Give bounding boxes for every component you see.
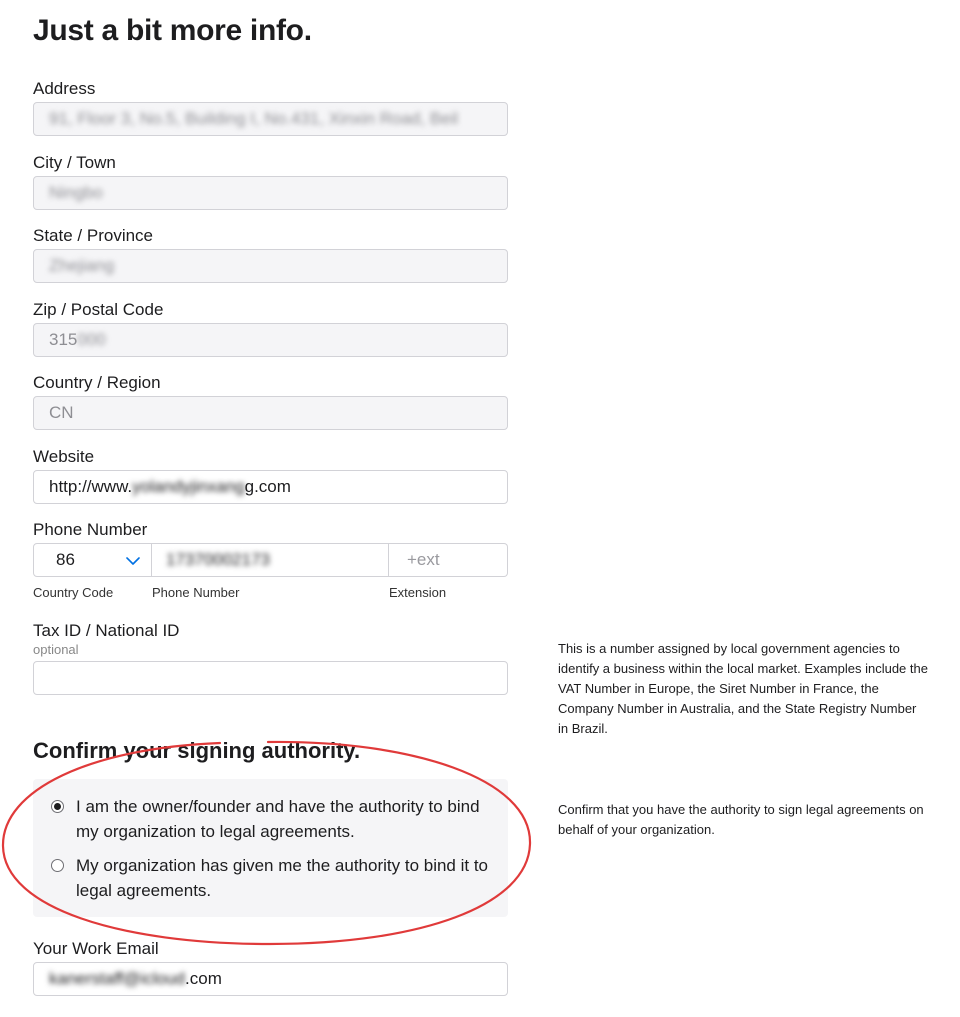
address-input[interactable] [33,102,508,136]
phone-extension-placeholder: +ext [407,550,440,569]
tax-id-input[interactable] [33,661,508,695]
phone-extension-input[interactable] [389,543,508,577]
email-field-group [33,938,508,996]
website-input[interactable] [33,470,508,504]
city-value: Ningbo [49,183,103,202]
email-label: Your Work Email [33,939,159,958]
city-input[interactable] [33,176,508,210]
extension-caption: Extension [389,585,447,600]
email-value-suffix: .com [185,969,222,988]
tax-id-hint: This is a number assigned by local government agencies to identify a business within the local market. Examples include the VAT Number in Europe, the Siret Number in France, the Company Number in Australia, and the State Registry Number in Brazil. [558,641,928,736]
page-title: Just a bit more info. [33,14,312,47]
address-label: Address [33,79,96,98]
country-field-group [33,372,508,430]
phone-number-input[interactable] [152,543,389,577]
tax-label: Tax ID / National ID [33,621,180,640]
signing-authority-hint: Confirm that you have the authority to sign legal agreements on behalf of your organization. [558,802,924,837]
city-label: City / Town [33,153,116,172]
country-input[interactable] [33,396,508,430]
zip-label: Zip / Postal Code [33,300,164,319]
country-value: CN [49,403,74,422]
website-value-blurred: yolandyjinxang [132,477,245,496]
phone-number-caption: Phone Number [152,585,240,600]
tax-optional-label: optional [33,642,79,657]
state-label: State / Province [33,226,154,245]
address-field-group [33,78,508,136]
state-value: Zhejiang [49,256,115,275]
authority-option-delegated[interactable] [51,853,491,903]
work-email-input[interactable] [33,962,508,996]
chevron-down-icon [125,553,141,569]
state-field-group [33,225,508,283]
signing-authority-title: Confirm your signing authority. [33,738,361,763]
city-field-group [33,152,508,210]
zip-value-blurred: 000 [77,330,106,349]
state-input[interactable] [33,249,508,283]
website-value-suffix: g.com [244,477,291,496]
signing-authority-options [33,779,508,917]
phone-field-group [33,519,508,543]
authority-option-delegated-label: My organization has given me the authority to bind it to legal agreements. [76,856,489,900]
website-label: Website [33,447,95,466]
zip-value-visible: 315 [49,330,78,349]
zip-input[interactable] [33,323,508,357]
website-value-prefix: http://www. [49,477,133,496]
country-code-select[interactable] [33,543,152,577]
radio-button-unchecked[interactable] [51,859,64,872]
radio-button-checked[interactable] [51,800,64,813]
phone-input-row [33,543,508,577]
email-value-blurred: kanerstaff@icloud [49,969,186,988]
phone-number-value: 17370002173 [166,550,271,569]
tax-field-group [33,620,508,695]
website-field-group [33,446,508,504]
authority-option-owner-label: I am the owner/founder and have the authority to bind my organization to legal agreements. [76,797,480,841]
phone-label: Phone Number [33,520,148,539]
zip-field-group [33,299,508,357]
country-label: Country / Region [33,373,161,392]
country-code-caption: Country Code [33,585,114,600]
authority-option-owner[interactable] [51,794,491,844]
country-code-value: 86 [56,550,75,569]
address-value: 91, Floor 3, No.5, Building I, No.431, Xinxin Road, Beil [49,109,459,128]
